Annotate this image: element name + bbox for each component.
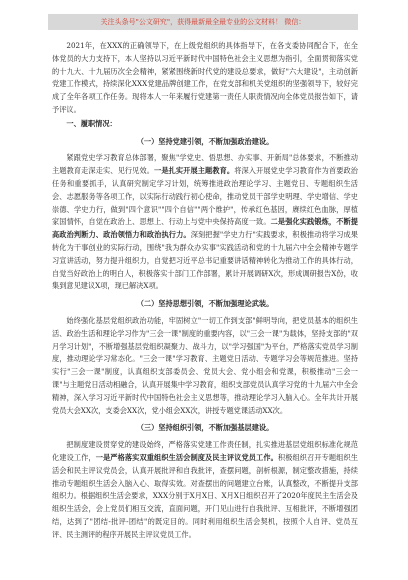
sub1-bold-a: 一是扎实开展主题教育。 <box>154 166 235 176</box>
sub1-text-a: 紧跟党史学习教育总体部署，聚焦"学党史、悟思想、办实事、开新局"总体要求，不断推动主题教育走深走实、见行见效。 <box>52 153 358 176</box>
header-banner: 关注头条号"公文研究"，获得最新最全最专业的公文材料！ 微信： <box>48 14 358 30</box>
subsection-2-body: 始终强化基层党组织政治功能，牢固树立"一切工作到支部"鲜明导向，把党员基本的组织生活、政治生活和理论学习作为"三会一课"制度的重要内容，以"三会一课"为载体，坚持支部的"双月学习计划"，不断增强基层党组织凝聚力、战斗力，以"学习强国"为平台，严格落实党员学习制度，推动理论学习常态化。"三会一课"学习教育、主题党日活动、专题学习会等规范推进。坚持实行"三会一课"制度，认真组织支部委员会、党员大会、党小组会和党课，积极推动"三会一课"与主题党日活动相融合，认真开展集中学习教育，组织支部党员认真学习党的十九届六中全会精神，深入学习习近平新时代中国特色社会主义思想等，推动理论学习入脑入心。全年共计开展党员大会XX次，支委会XX次，党小组会XX次，讲授专题党课活动XX次。 <box>52 315 358 415</box>
subsection-heading-3: （三）坚持组织引领，不断加强基层建设。 <box>136 423 274 433</box>
sub3-text-a: 把制度建设贯穿党的建设始终，严格落实党建工作责任制，扎实推进基层党组织标准化规范化建设工作， <box>52 440 358 462</box>
subsection-3-body <box>52 439 358 541</box>
intro-paragraph: 2021年，在XXX的正确领导下，在上级党组织的具体指导下，在各支委协同配合下，在全体党员的大力支持下，本人坚持以习近平新时代中国特色社会主义思想为指引，全面贯彻落实党的十九大、十九届历次全会精神，紧紧围绕新时代党的建设总要求，做好"六大建设"，主动创新党建工作模式，持续深化XXX党建品牌创建工作，在党支部和机关党组织的坚强领导下，较好完成了全年各项工作任务。现将本人一年来履行党建第一责任人职责情况向全体党员报告如下，请予评议。 <box>52 41 358 114</box>
sub3-bold-a: 一是严格落实双重组织生活会制度及民主评议党员工作。 <box>95 452 278 462</box>
sub1-bold-b: 二是强化实践锻炼，不断提高政治判断力、政治领悟力和政治执行力。 <box>52 217 358 240</box>
sub1-text-c: 深刻把握"学史力行"实践要求，积极推动将学习成果转化为干事创业的实际行动，围绕"我为群众办实事"实践活动和党的十九届六中全会精神专题学习宣讲活动，努力提升组织力，自觉把习近平总书记重要讲话精神转化为推动工作的具体行动，自觉当好政治上的明白人，积极落实十部门工作部署，累计开展调研X次，形成调研报告X份，收集到意见建议X项，现已解决X项。 <box>52 230 358 291</box>
document-body <box>52 40 358 541</box>
subsection-1-body <box>52 152 358 293</box>
subsection-heading-2: （二）坚持思想引领，不断加强理论武装。 <box>136 299 274 309</box>
sub1-text-b: 将深入开展党史学习教育作为首要政治任务和重要抓手，认真研究制定学习计划，统筹推进政治理论学习、主题党日、专题组织生活会、志愿服务等各项工作，以实际行动践行初心使命，推动党员干部学史明理、学史增信、学史崇德、学史力行，做到"四个意识""四个自信""两个维护"，传承红色基因，赓续红色血脉，厚植家国情怀，自觉在政治上、思想上、行动上与党中央保持高度一致。 <box>52 166 358 227</box>
subsection-heading-1: （一）坚持党建引领，不断加强政治建设。 <box>136 136 274 146</box>
sub3-text-b: 积极组织召开专题组织生活会和民主评议党员会，认真开展批评和自我批评，查摆问题，剖析根源，制定整改措施，持续推动专题组织生活会入脑入心、取得实效。对查摆出的问题建立台账，认真整改，不断提升支部组织力。根据组织生活会要求，XXX分别于X月X日、X月X日组织召开了2020年度民主生活会及组织生活会，会上党员们相互交流，直面问题，开门见山进行自我批评、互相批评，不断增强团结，达到了"团结-批评-团结"的既定目的。同时利用组织生活会契机，按照个人自评、党员互评、民主测评的程序开展民主评议党员工作。 <box>52 452 358 539</box>
section-heading: 一、履职情况： <box>66 118 117 128</box>
